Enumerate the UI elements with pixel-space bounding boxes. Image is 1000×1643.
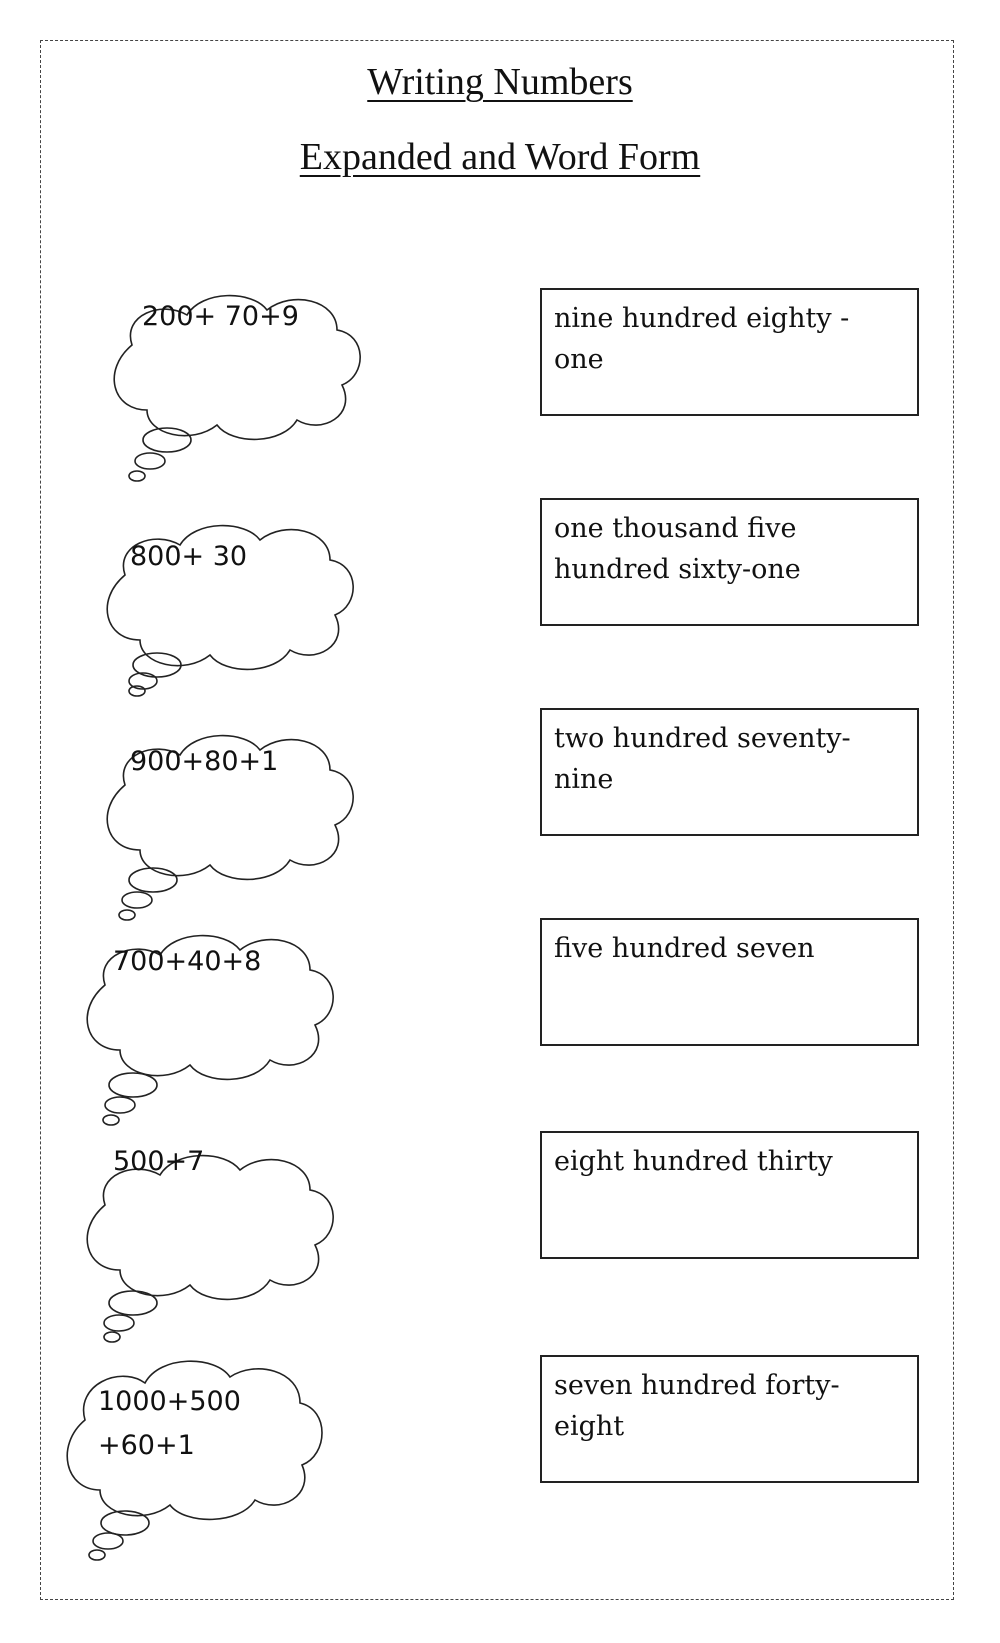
word-form-box-4: five hundred seven: [540, 918, 919, 1046]
cloud-shape: [65, 1145, 345, 1345]
word-form-box-1: nine hundred eighty - one: [540, 288, 919, 416]
expanded-form-4: 700+40+8: [113, 946, 262, 977]
expanded-form-1: 200+ 70+9: [142, 301, 299, 332]
word-form-box-2: one thousand five hundred sixty-one: [540, 498, 919, 626]
word-form-box-5: eight hundred thirty: [540, 1131, 919, 1259]
worksheet-subtitle: Expanded and Word Form: [299, 136, 701, 178]
worksheet-title: Writing Numbers: [367, 61, 633, 103]
expanded-form-6: 1000+500 +60+1: [98, 1386, 241, 1461]
expanded-form-2: 800+ 30: [130, 541, 248, 572]
expanded-form-5: 500+7: [113, 1146, 205, 1177]
word-form-box-6: seven hundred forty-eight: [540, 1355, 919, 1483]
word-form-box-3: two hundred seventy-nine: [540, 708, 919, 836]
expanded-form-3: 900+80+1: [130, 746, 279, 777]
